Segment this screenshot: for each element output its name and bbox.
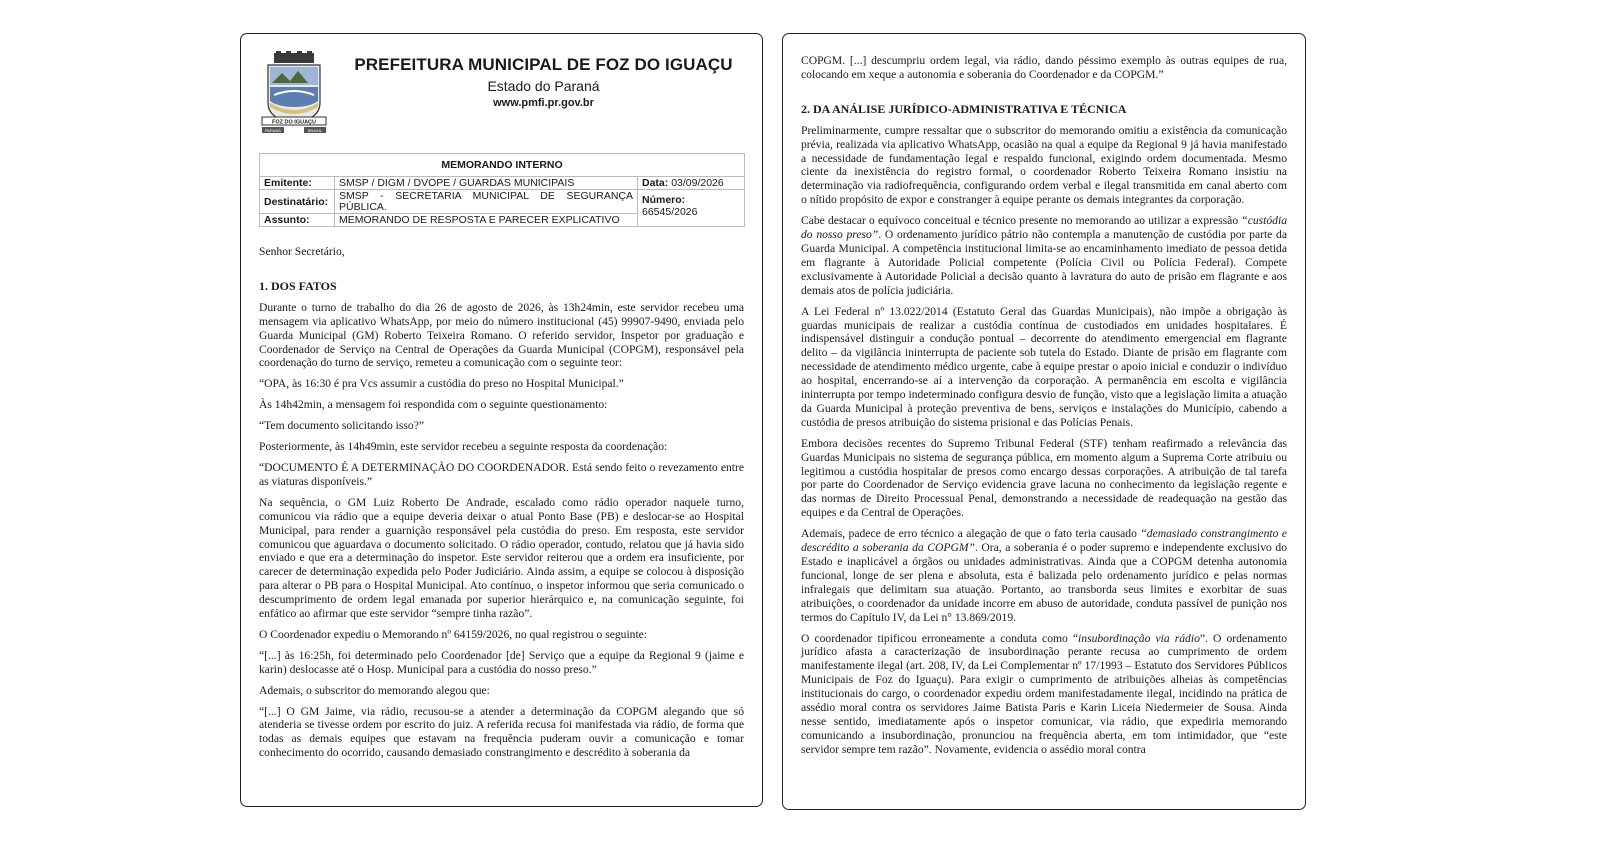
document-page-2 — [782, 33, 1306, 810]
paragraph: Ademais, o subscritor do memorando alegou que: — [259, 683, 490, 697]
letterhead-website: www.pmfi.pr.gov.br — [493, 97, 594, 109]
emitente-label: Emitente: — [260, 177, 335, 190]
quote: “OPA, às 16:30 é pra Vcs assumir a custódia do preso no Hospital Municipal.” — [259, 377, 624, 391]
assunto-value: MEMORANDO DE RESPOSTA E PARECER EXPLICATIVO — [335, 214, 638, 227]
paragraph: Posteriormente, às 14h49min, este servidor recebeu a seguinte resposta da coordenação: — [259, 440, 668, 454]
paragraph: Preliminarmente, cumpre ressaltar que o subscritor do memorando omitiu a existência da comunicação prévia, realizada via aplicativo WhatsApp, ocasião na qual a equipe da Regional 9 já havia manifestado a necessidade de fundamentação legal e respaldo funcional, exigindo ordem documentada. Mesmo ciente da inexistência do registro formal, o coordenador Roberto Teixeira Romano insistiu na determinação via radiofrequência, configurando ordem verbal e ilegal transmitida em canal aberto com o nítido propósito de expor e constranger à equipe perante os demais integrantes da corporação. — [801, 123, 1287, 207]
paragraph: Cabe destacar o equívoco conceitual e técnico presente no memorando ao utilizar a expressão “custódia do nosso preso”. O ordenamento jurídico pátrio não contempla a manutenção de custódia por parte da Guarda Municipal. A competência institucional limita-se ao encaminhamento imediato de pessoa detida em flagrante à Autoridade Policial competente (Polícia Civil ou Polícia Federal). Compete exclusivamente à Autoridade Policial a decisão quanto à lavratura do auto de prisão em flagrante e aos demais atos de polícia judiciária. — [801, 214, 1287, 297]
document-page-1 — [240, 33, 763, 807]
crest-banner-text: FOZ DO IGUAÇU — [272, 119, 316, 126]
paragraph: Embora decisões recentes do Supremo Tribunal Federal (STF) tenham reafirmado a relevância das Guardas Municipais no sistema de segurança pública, em momento algum a Suprema Corte atribuiu ou legitimou a custódia hospitalar de presos como encargo dessas corporações. A atribuição de tal tarefa por parte do Coordenador de Serviço evidencia grave lacuna no conhecimento da legislação regente e das normas de Direito Processual Penal, demonstrando a necessidade de readequação na gestão das equipes e da Central de Operações. — [801, 436, 1287, 520]
quote: “[...] às 16:25h, foi determinado pelo Coordenador [de] Serviço que a equipe da Regional 9 (jaime e karin) deslocasse até o Hosp. Municipal para a custódia do nosso preso.” — [259, 648, 744, 676]
date-cell: Data: 03/09/2026 — [638, 177, 745, 190]
emitente-value: SMSP / DIGM / DVOPE / GUARDAS MUNICIPAIS — [335, 177, 638, 190]
page1-body — [259, 245, 744, 767]
section-2-title: 2. DA ANÁLISE JURÍDICO-ADMINISTRATIVA E TÉCNICA — [801, 101, 1127, 116]
date-value: 03/09/2026 — [671, 177, 724, 189]
memo-header-table — [259, 153, 745, 227]
quote: “Tem documento solicitando isso?” — [259, 419, 425, 433]
svg-text:PARANÁ: PARANÁ — [264, 127, 282, 133]
salutation: Senhor Secretário, — [259, 245, 345, 258]
memo-caption: MEMORANDO INTERNO — [260, 154, 745, 177]
destinatario-value: SMSP - SECRETARIA MUNICIPAL DE SEGURANÇA PÚBLICA. — [335, 190, 638, 214]
letterhead-state: Estado do Paraná — [487, 78, 600, 94]
paragraph: Às 14h42min, a mensagem foi respondida com o seguinte questionamento: — [259, 398, 608, 412]
paragraph: O coordenador tipificou erroneamente a conduta como “insubordinação via rádio”. O ordenamento jurídico afasta a caracterização de insubordinação perante recusa ao cumprimento de ordem manifestamente ilegal (art. 208, IV, da Lei Complementar nº 17/1993 – Estatuto dos Servidores Públicos Municipais de Foz do Iguaçu). Para exigir o cumprimento de atribuições alheias às competências institucionais do cargo, o coordenador expediu ordem manifestadamente ilegal, incidindo na prática de assédio moral contra os servidores Jaime Batista Paris e Karin Liceia Niedermeier de Sousa. Ainda nesse sentido, imediatamente após o inspetor comunicar, via rádio, que expediria memorando comunicando a insubordinação, pronunciou na frequência aberta, em tom intimidador, que “este servidor sempre tem razão”. Novamente, evidencia o assédio moral contra — [801, 631, 1287, 756]
destinatario-label: Destinatário: — [260, 190, 335, 214]
quote: “[...] O GM Jaime, via rádio, recusou-se a atender a determinação da COPGM alegando que só atenderia se tivesse ordem por escrito do juiz. A referida recusa foi manifestada via rádio, de forma que todas as demais equipes que estavam na frequência puderam ouvir a comunicação e tomar conhecimento do ocorrido, causando demasiado constrangimento e descrédito à soberania da — [259, 704, 744, 760]
svg-text:BRASIL: BRASIL — [307, 127, 323, 133]
quote: “DOCUMENTO É A DETERMINAÇÃO DO COORDENADOR. Está sendo feito o revezamento entre as viaturas disponíveis.” — [259, 460, 744, 488]
assunto-label: Assunto: — [260, 214, 335, 227]
page2-body — [801, 54, 1287, 764]
number-cell: Número: 66545/2026 — [638, 190, 745, 227]
paragraph: Na sequência, o GM Luiz Roberto De Andrade, escalado como rádio operador naquele turno, comunicou via rádio que a equipe deveria deixar o atual Ponto Base (PB) e deslocar-se ao Hospital Municipal, para render a guarnição responsável pela custódia do preso. Em resposta, este servidor comunicou que aguardava o documento solicitado. O rádio operador, contudo, relatou que já havia sido enviado e que era a determinação do inspetor. Este servidor reiterou que a ordem era insuficiente, por carecer de determinação expedida pelo Poder Judiciário. Ainda assim, a equipe se colocou à disposição para alterar o PB para o Hospital Municipal. Ato contínuo, o inspetor informou que seria comunicado o descumprimento de ordem legal emanada por superior hierárquico e, na comunicação seguinte, foi enfático ao afirmar que este servidor “sempre tinha razão”. — [259, 495, 744, 621]
quote-continuation: COPGM. [...] descumpriu ordem legal, via rádio, dando péssimo exemplo às outras equipes de rua, colocando em xeque a autonomia e soberania do Coordenador e da COPGM.” — [801, 54, 1287, 81]
paragraph: O Coordenador expediu o Memorando nº 64159/2026, no qual registrou o seguinte: — [259, 627, 648, 641]
letterhead-title: PREFEITURA MUNICIPAL DE FOZ DO IGUAÇU — [354, 55, 733, 74]
paragraph: A Lei Federal nº 13.022/2014 (Estatuto Geral das Guardas Municipais), não impõe a obrigação às guardas municipais de realizar a custódia contínua de custodiados em unidades hospitalares. É indispensável distinguir a condução pontual – decorrente do atendimento emergencial em flagrante delito – da vigilância ininterrupta de paciente sob tutela do Estado. Diante de prisão em flagrante com necessidade de atendimento médico urgente, cabe à equipe prestar o apoio inicial e conduzir o indivíduo ao hospital, encerrando-se aí a intervenção da corporação. A permanência em escolta e vigilância ininterrupta por tempo indeterminado configura desvio de função, visto que a legislação limita a atuação da Guarda Municipal à proteção preventiva de bens, serviços e instalações do Município, cabendo a custódia de presos atribuição do sistema prisional e das Polícias Penais. — [801, 304, 1287, 429]
letterhead — [341, 54, 746, 111]
paragraph: Ademais, padece de erro técnico a alegação de que o fato teria causado “demasiado constrangimento e descrédito a soberania da COPGM”. Ora, a soberania é o poder supremo e independente exclusivo do Estado e inaplicável a órgãos ou unidades administrativas. Ainda que a COPGM detenha autonomia funcional, longe de ser plena e absoluta, esta é balizada pelo ordenamento jurídico e pelas normas infralegais que delimitam sua atuação. Portanto, ao transborda seus limites e exorbitar de suas atribuições, o coordenador da unidade incorre em abuso de autoridade, conduta passível de punição nos termos do Capítulo IV, da Lei n° 13.869/2019. — [801, 527, 1287, 624]
municipal-crest-icon — [260, 51, 328, 137]
section-1-title: 1. DOS FATOS — [259, 278, 337, 293]
number-value: 66545/2026 — [642, 206, 698, 218]
paragraph: Durante o turno de trabalho do dia 26 de agosto de 2026, às 13h24min, este servidor recebeu uma mensagem via aplicativo WhatsApp, por meio do número institucional (45) 99907-9490, enviada pelo Guarda Municipal (GM) Roberto Teixeira Romano. O referido servidor, Inspetor por graduação e Coordenador de Serviço na Central de Operações da Guarda Municipal (COPGM), responsável pela coordenação do turno de serviço, remeteu a comunicação com o seguinte teor: — [259, 300, 744, 370]
